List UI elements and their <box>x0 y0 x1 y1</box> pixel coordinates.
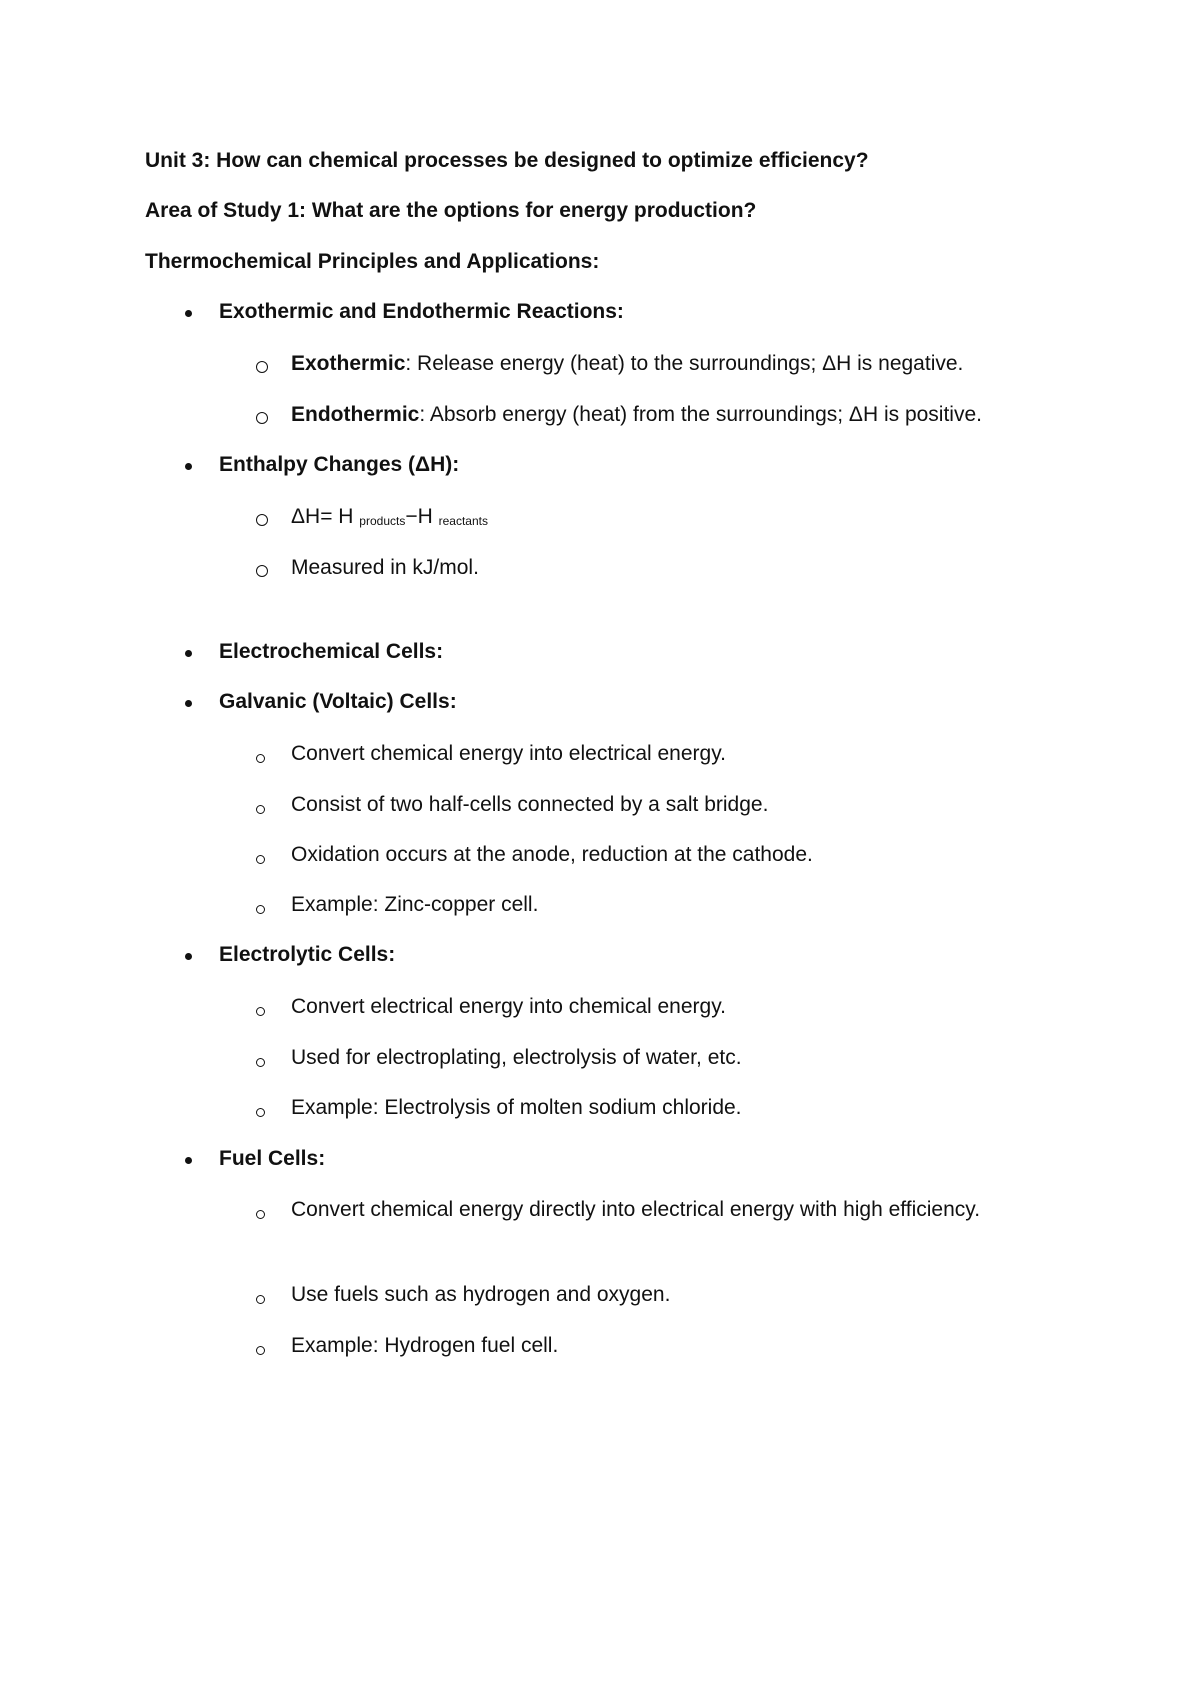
circle-bullet-icon <box>256 905 265 914</box>
enthalpy-formula: ΔH= H products−H reactants <box>291 505 488 528</box>
bullet-title: Enthalpy Changes (ΔH): <box>219 453 460 476</box>
bullet-title: Electrolytic Cells: <box>219 943 396 966</box>
circle-bullet-icon <box>256 1007 265 1016</box>
definition: : Absorb energy (heat) from the surroundings; ΔH is positive. <box>419 403 982 426</box>
bullet-title: Electrochemical Cells: <box>219 640 444 663</box>
circle-bullet-icon <box>256 1346 265 1355</box>
bullet-dot <box>185 953 192 960</box>
bullet-dot <box>185 700 192 707</box>
circle-bullet-icon <box>256 1210 265 1219</box>
term: Exothermic <box>291 352 406 375</box>
bullet-dot <box>185 310 192 317</box>
principles-heading: Thermochemical Principles and Applications: <box>145 250 600 273</box>
term: Endothermic <box>291 403 420 426</box>
bullet-title: Galvanic (Voltaic) Cells: <box>219 690 457 713</box>
circle-bullet-icon <box>256 1058 265 1067</box>
definition: : Release energy (heat) to the surroundings; ΔH is negative. <box>405 352 964 375</box>
area-of-study-heading: Area of Study 1: What are the options for energy production? <box>145 199 757 222</box>
circle-bullet-icon <box>256 805 265 814</box>
bullet-dot <box>185 650 192 657</box>
circle-bullet-icon <box>256 412 268 424</box>
bullet-title: Exothermic and Endothermic Reactions: <box>219 300 624 323</box>
measured-text: Measured in kJ/mol. <box>291 556 479 579</box>
bullet-title: Fuel Cells: <box>219 1147 326 1170</box>
circle-bullet-icon <box>256 565 268 577</box>
circle-bullet-icon <box>256 754 265 763</box>
bullet-dot <box>185 1157 192 1164</box>
circle-bullet-icon <box>256 855 265 864</box>
circle-bullet-icon <box>256 514 268 526</box>
document-page: Unit 3: How can chemical processes be designed to optimize efficiency? Area of Study 1: What are the options for energy production? Thermochemical Principles and Applications: Exothermic and Endothermic Reactions: Exothermic: Release energy (heat) to the surroundings; ΔH is negative. Endothermic: Absorb energy (heat) from the surroundings; ΔH is positive. Enthalpy Changes (ΔH): ΔH= H products−H reactants Measured in kJ/mol. Electrochemical Cells: Galvanic (Voltaic) Cells: Convert chemical energy into electrical energy. Consist of two half-cells connected by a salt bridge. Oxidation occurs at the anode, reduction at the cathode. Example: Zinc-copper cell. Electrolytic Cells: Convert electrical energy into chemical energy. Used for electroplating, electrolysis of water, etc. Example: Electrolysis of molten sodium chloride. Fuel Cells: Convert chemical energy directly into electrical energy with high efficiency. Use fuels such as hydrogen and oxygen. Example: Hydrogen fuel cell. <box>145 149 982 1357</box>
circle-bullet-icon <box>256 1295 265 1304</box>
circle-bullet-icon <box>256 1108 265 1117</box>
bullet-dot <box>185 463 192 470</box>
circle-bullet-icon <box>256 361 268 373</box>
unit-heading: Unit 3: How can chemical processes be designed to optimize efficiency? <box>145 149 869 172</box>
